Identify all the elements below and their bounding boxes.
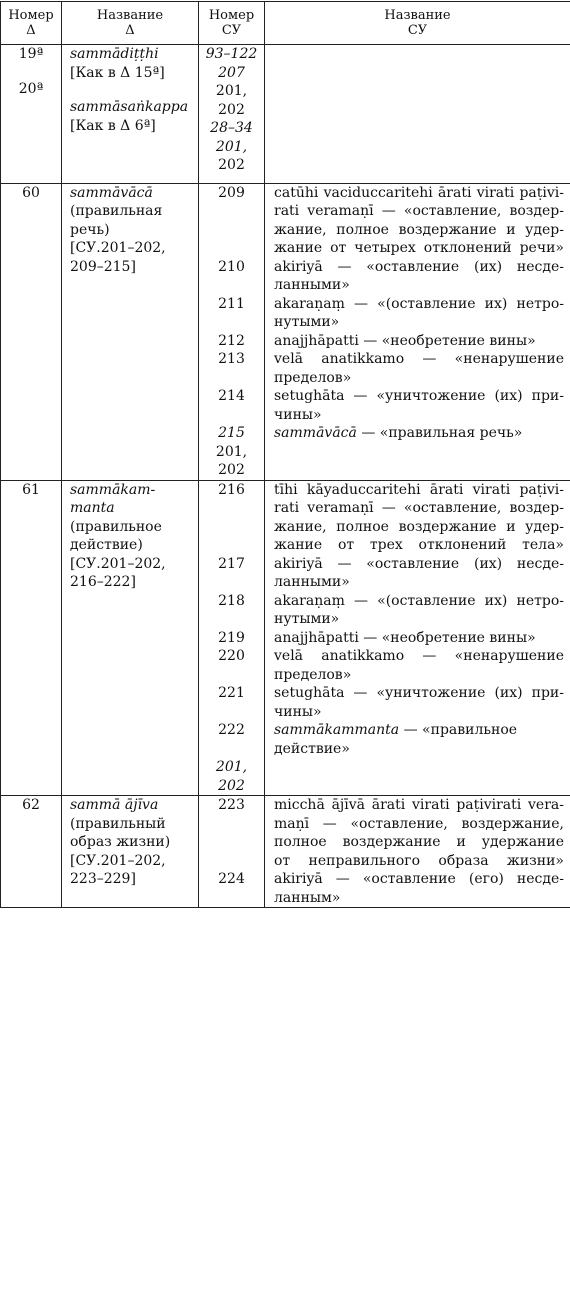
cell-text: 223 bbox=[218, 797, 245, 813]
name-d-cell bbox=[62, 45, 199, 184]
cell-text: micchā ājīvā ārati virati paṭivirati vera- bbox=[274, 797, 564, 813]
spacer bbox=[199, 573, 264, 592]
cell-line bbox=[199, 350, 264, 369]
cell-line bbox=[70, 518, 198, 537]
cell-line bbox=[274, 721, 564, 740]
cell-text: 28–34 bbox=[210, 120, 253, 136]
cell-line bbox=[70, 64, 198, 83]
cell-line bbox=[274, 740, 564, 759]
cell-line bbox=[199, 777, 264, 796]
cell-line bbox=[199, 647, 264, 666]
cell-text: tīhi kāyaduccaritehi ārati virati paṭivi- bbox=[274, 481, 564, 498]
name-su-cell bbox=[265, 796, 570, 908]
cell-line bbox=[199, 461, 264, 480]
cell-line bbox=[70, 239, 198, 258]
cell-text: setughāta — «уничтожение (их) при- bbox=[274, 388, 564, 404]
spacer bbox=[199, 202, 264, 221]
cell-text: полное воздержание и удержание bbox=[274, 834, 564, 850]
cell-text: sammāvācā bbox=[274, 425, 357, 441]
cell-line bbox=[274, 350, 564, 369]
cell-text: нутыми» bbox=[274, 611, 340, 627]
cell-text: 19ª bbox=[18, 46, 44, 62]
cell-line bbox=[274, 610, 564, 629]
cell-line bbox=[274, 647, 564, 666]
cell-text: rati veramaṇī — «оставление, воздер- bbox=[274, 203, 564, 219]
spacer bbox=[199, 536, 264, 555]
cell-line bbox=[70, 796, 198, 815]
cell-text: жание, полное воздержание и удер- bbox=[274, 221, 564, 238]
cell-text: 209 bbox=[218, 184, 245, 201]
cell-line bbox=[274, 703, 564, 722]
cell-line bbox=[199, 64, 264, 83]
cell-line bbox=[199, 45, 264, 64]
cell-line bbox=[70, 481, 198, 500]
cell-line bbox=[274, 295, 564, 314]
cell-line bbox=[274, 518, 564, 537]
table-row bbox=[1, 45, 570, 184]
cell-text: ланными» bbox=[274, 277, 350, 293]
cell-text: пределов» bbox=[274, 666, 352, 683]
cell-text: 213 bbox=[218, 351, 245, 367]
cell-text: (правильное bbox=[70, 518, 162, 535]
cell-text: sammāvācā bbox=[70, 184, 153, 201]
cell-line bbox=[274, 332, 564, 351]
cell-text: 20ª bbox=[18, 80, 44, 97]
cell-line bbox=[199, 629, 264, 648]
spacer bbox=[199, 833, 264, 852]
cell-line bbox=[274, 796, 564, 815]
cell-text: akiriyā — «оставление (их) несде- bbox=[274, 258, 564, 275]
cell-line bbox=[274, 684, 564, 703]
cell-text: akiriyā — «оставление (его) несде- bbox=[274, 871, 564, 887]
cell-text: 61 bbox=[22, 481, 40, 498]
cell-text: [СУ.201–202, bbox=[70, 852, 166, 869]
cell-text: 201, bbox=[215, 443, 248, 460]
spacer bbox=[199, 369, 264, 388]
cell-line bbox=[274, 573, 564, 592]
cell-text: действие» bbox=[274, 740, 350, 757]
cell-line bbox=[274, 202, 564, 221]
cell-line bbox=[199, 555, 264, 574]
cell-text: velā anatikkamo — «ненарушение bbox=[274, 351, 564, 367]
spacer bbox=[199, 276, 264, 295]
spacer bbox=[199, 406, 264, 425]
header-number-su: Номер СУ bbox=[199, 2, 265, 45]
cell-text: образ жизни) bbox=[70, 834, 171, 850]
cell-text: rati veramaṇī — «оставление, воздер- bbox=[274, 500, 564, 516]
cell-line bbox=[70, 870, 198, 889]
cell-line bbox=[199, 101, 264, 120]
cell-text: [СУ.201–202, bbox=[70, 555, 166, 572]
cell-text: пределов» bbox=[274, 369, 352, 386]
cell-text: 215 bbox=[218, 425, 245, 441]
cell-text: [СУ.201–202, bbox=[70, 240, 166, 256]
table-row bbox=[1, 183, 570, 480]
header-number-d: Номер Δ bbox=[1, 2, 62, 45]
number-d-cell bbox=[1, 183, 62, 480]
cell-line bbox=[70, 221, 198, 240]
cell-line bbox=[199, 443, 264, 462]
cell-line bbox=[274, 833, 564, 852]
name-d-cell bbox=[62, 480, 199, 796]
cell-line bbox=[274, 592, 564, 611]
table-row bbox=[1, 480, 570, 796]
cell-line bbox=[199, 796, 264, 815]
cell-text: 221 bbox=[218, 685, 245, 701]
cell-text: 217 bbox=[218, 555, 245, 572]
cell-line bbox=[70, 815, 198, 834]
cell-text: от неправильного образа жизни» bbox=[274, 852, 564, 869]
spacer bbox=[199, 239, 264, 258]
cell-text: ланным» bbox=[274, 889, 341, 906]
cell-text: manta bbox=[70, 500, 115, 516]
cell-text: 223–229] bbox=[70, 871, 136, 887]
cell-text: sammā ājīva bbox=[70, 797, 159, 813]
cell-line bbox=[199, 138, 264, 157]
cell-line bbox=[274, 221, 564, 240]
cell-line bbox=[199, 258, 264, 277]
cell-text: чины» bbox=[274, 406, 322, 423]
cell-line bbox=[1, 796, 61, 815]
cell-text: ланными» bbox=[274, 574, 350, 590]
cell-line bbox=[199, 424, 264, 443]
header-name-su: Название СУ bbox=[265, 2, 570, 45]
cell-text: 201, bbox=[215, 759, 248, 775]
name-d-cell bbox=[62, 796, 199, 908]
cell-text: (правильный bbox=[70, 815, 166, 832]
cell-text: действие) bbox=[70, 537, 143, 553]
cell-line bbox=[70, 536, 198, 555]
cell-text: нутыми» bbox=[274, 314, 340, 330]
cell-line bbox=[70, 117, 198, 136]
cell-line bbox=[199, 295, 264, 314]
spacer bbox=[70, 90, 198, 98]
spacer bbox=[70, 82, 198, 90]
cell-line bbox=[70, 555, 198, 574]
cell-line bbox=[199, 184, 264, 203]
cell-text: 62 bbox=[22, 797, 40, 813]
cell-line bbox=[274, 184, 564, 203]
cell-line bbox=[70, 258, 198, 277]
spacer bbox=[1, 72, 61, 80]
cell-text: 207 bbox=[218, 64, 245, 81]
cell-text: 224 bbox=[218, 871, 245, 887]
cell-text: 218 bbox=[218, 592, 245, 609]
spacer bbox=[199, 852, 264, 871]
cell-line bbox=[199, 156, 264, 175]
cell-line bbox=[199, 119, 264, 138]
spacer bbox=[199, 518, 264, 537]
cell-line bbox=[70, 852, 198, 871]
cell-text: catūhi vaciduccaritehi ārati virati paṭivi- bbox=[274, 184, 564, 201]
cell-line bbox=[274, 555, 564, 574]
cell-line bbox=[70, 202, 198, 221]
header-row bbox=[1, 2, 570, 45]
cell-line bbox=[199, 387, 264, 406]
number-d-cell bbox=[1, 796, 62, 908]
cell-line bbox=[199, 684, 264, 703]
cell-text: речь) bbox=[70, 221, 110, 238]
spacer bbox=[199, 666, 264, 685]
cell-text: 214 bbox=[218, 388, 245, 404]
cell-text: akiriyā — «оставление (их) несде- bbox=[274, 555, 564, 572]
cell-line bbox=[199, 870, 264, 889]
cell-line bbox=[274, 629, 564, 648]
cell-text: [Как в Δ 15ª] bbox=[70, 64, 165, 81]
cell-line bbox=[70, 45, 198, 64]
cell-line bbox=[274, 666, 564, 685]
cell-line bbox=[199, 721, 264, 740]
cell-text: 222 bbox=[218, 722, 245, 738]
cell-line bbox=[1, 45, 61, 64]
cell-line bbox=[199, 758, 264, 777]
cell-text: akaraṇaṃ — «(оставление их) нетро- bbox=[274, 295, 564, 312]
cell-line bbox=[70, 184, 198, 203]
cell-text: жание от трех отклонений тела» bbox=[274, 537, 564, 553]
cell-text: 201, bbox=[215, 83, 248, 99]
cell-text: (правильная bbox=[70, 203, 163, 219]
cell-line bbox=[274, 499, 564, 518]
cell-line bbox=[274, 239, 564, 258]
cell-line bbox=[274, 276, 564, 295]
cell-text: 202 bbox=[218, 777, 245, 794]
cell-text: maṇī — «оставление, воздержание, bbox=[274, 815, 564, 832]
cell-line bbox=[274, 406, 564, 425]
cell-line bbox=[1, 184, 61, 203]
spacer bbox=[199, 610, 264, 629]
number-su-cell bbox=[199, 45, 265, 184]
cell-text: 202 bbox=[218, 462, 245, 478]
spacer bbox=[199, 815, 264, 834]
number-su-cell bbox=[199, 183, 265, 480]
number-d-cell bbox=[1, 480, 62, 796]
cell-line bbox=[274, 369, 564, 388]
cell-line bbox=[1, 80, 61, 99]
cell-text: 201, bbox=[215, 138, 248, 155]
cell-line bbox=[274, 424, 564, 443]
cell-text: sammākammanta bbox=[274, 722, 400, 738]
cell-line bbox=[274, 852, 564, 871]
cell-line bbox=[274, 815, 564, 834]
cell-line bbox=[274, 258, 564, 277]
cell-text: жание от четырех отклонений речи» bbox=[274, 240, 564, 256]
cell-text: 60 bbox=[22, 184, 40, 201]
cell-text: anajjhāpatti — «необретение вины» bbox=[274, 332, 536, 349]
cell-text: 202 bbox=[218, 101, 245, 118]
cell-text: 216–222] bbox=[70, 574, 136, 590]
cell-text: 216 bbox=[218, 481, 245, 498]
cell-line bbox=[199, 332, 264, 351]
cell-text: setughāta — «уничтожение (их) при- bbox=[274, 685, 564, 701]
cell-line bbox=[274, 313, 564, 332]
cell-text: 219 bbox=[218, 629, 245, 646]
cell-line bbox=[70, 573, 198, 592]
cell-line bbox=[1, 481, 61, 500]
comparison-table bbox=[0, 1, 570, 908]
header-name-d: Название Δ bbox=[62, 2, 199, 45]
cell-text: anajjhāpatti — «необретение вины» bbox=[274, 629, 536, 646]
cell-text: 93–122 bbox=[205, 46, 258, 62]
name-d-cell bbox=[62, 183, 199, 480]
spacer bbox=[199, 703, 264, 722]
spacer bbox=[199, 499, 264, 518]
number-d-cell bbox=[1, 45, 62, 184]
cell-line bbox=[70, 499, 198, 518]
name-su-cell bbox=[265, 183, 570, 480]
cell-text: sammādiṭṭhi bbox=[70, 46, 159, 62]
cell-line bbox=[199, 592, 264, 611]
spacer bbox=[199, 221, 264, 240]
cell-text: чины» bbox=[274, 703, 322, 720]
name-su-cell bbox=[265, 45, 570, 184]
cell-line bbox=[274, 387, 564, 406]
cell-text-rest: — «правильное bbox=[399, 722, 518, 738]
cell-line bbox=[199, 82, 264, 101]
cell-text: 212 bbox=[218, 332, 245, 349]
cell-line bbox=[274, 870, 564, 889]
spacer bbox=[199, 313, 264, 332]
number-su-cell bbox=[199, 480, 265, 796]
cell-line bbox=[274, 536, 564, 555]
cell-line bbox=[199, 481, 264, 500]
cell-text-rest: — «правильная речь» bbox=[356, 425, 523, 441]
cell-text: жание, полное воздержание и удер- bbox=[274, 518, 564, 535]
table-row bbox=[1, 796, 570, 908]
cell-text: 209–215] bbox=[70, 258, 136, 275]
cell-text: [Как в Δ 6ª] bbox=[70, 117, 156, 134]
cell-text: sammāsaṅkappa bbox=[70, 99, 189, 115]
spacer bbox=[199, 740, 264, 759]
number-su-cell bbox=[199, 796, 265, 908]
cell-line bbox=[70, 98, 198, 117]
cell-text: akaraṇaṃ — «(оставление их) нетро- bbox=[274, 592, 564, 609]
spacer bbox=[1, 64, 61, 72]
cell-line bbox=[274, 481, 564, 500]
cell-text: velā anatikkamo — «ненарушение bbox=[274, 648, 564, 664]
cell-line bbox=[70, 833, 198, 852]
name-su-cell bbox=[265, 480, 570, 796]
cell-text: 220 bbox=[218, 648, 245, 664]
cell-text: 202 bbox=[218, 157, 245, 173]
cell-text: 211 bbox=[218, 295, 245, 312]
cell-line bbox=[274, 889, 564, 908]
cell-text: sammākam- bbox=[70, 481, 156, 498]
cell-text: 210 bbox=[218, 258, 245, 275]
